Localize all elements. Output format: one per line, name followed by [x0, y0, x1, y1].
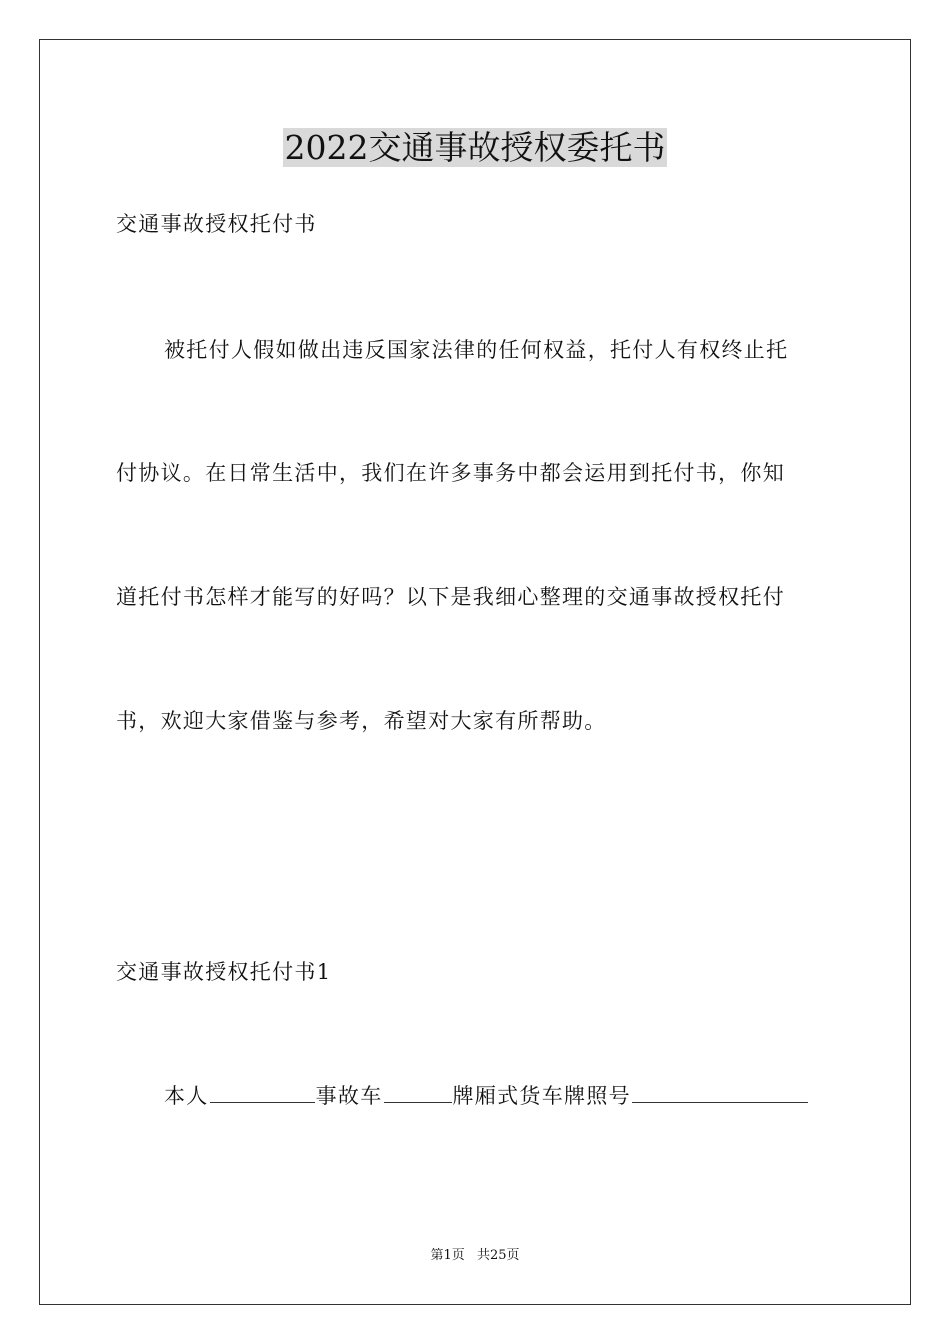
document-title [0, 126, 950, 170]
page-total: 共25页 [476, 1248, 520, 1263]
paragraph-line-4: 书，欢迎大家借鉴与参考，希望对大家有所帮助。 [116, 709, 607, 733]
section-heading: 交通事故授权托付书1 [116, 960, 332, 984]
paragraph-line-3: 道托付书怎样才能写的好吗？以下是我细心整理的交通事故授权托付 [116, 585, 785, 609]
document-subtitle: 交通事故授权托付书 [116, 212, 317, 236]
blank-name-field[interactable] [210, 1082, 315, 1103]
document-title-text: 2022交通事故授权委托书 [284, 128, 666, 167]
paragraph-line-2: 付协议。在日常生活中，我们在许多事务中都会运用到托付书，你知 [116, 461, 785, 485]
form-label-vehicle: 事故车 [315, 1084, 383, 1108]
form-label-plate: 牌厢式货车牌照号 [452, 1084, 631, 1108]
paragraph-line-1: 被托付人假如做出违反国家法律的任何权益，托付人有权终止托 [164, 338, 789, 362]
form-label-person: 本人 [164, 1084, 209, 1108]
blank-vehicle-field[interactable] [384, 1082, 452, 1103]
page-number: 第1页 [430, 1248, 465, 1263]
form-line [164, 1081, 809, 1111]
page-footer [0, 1247, 950, 1265]
blank-plate-field[interactable] [632, 1082, 808, 1103]
